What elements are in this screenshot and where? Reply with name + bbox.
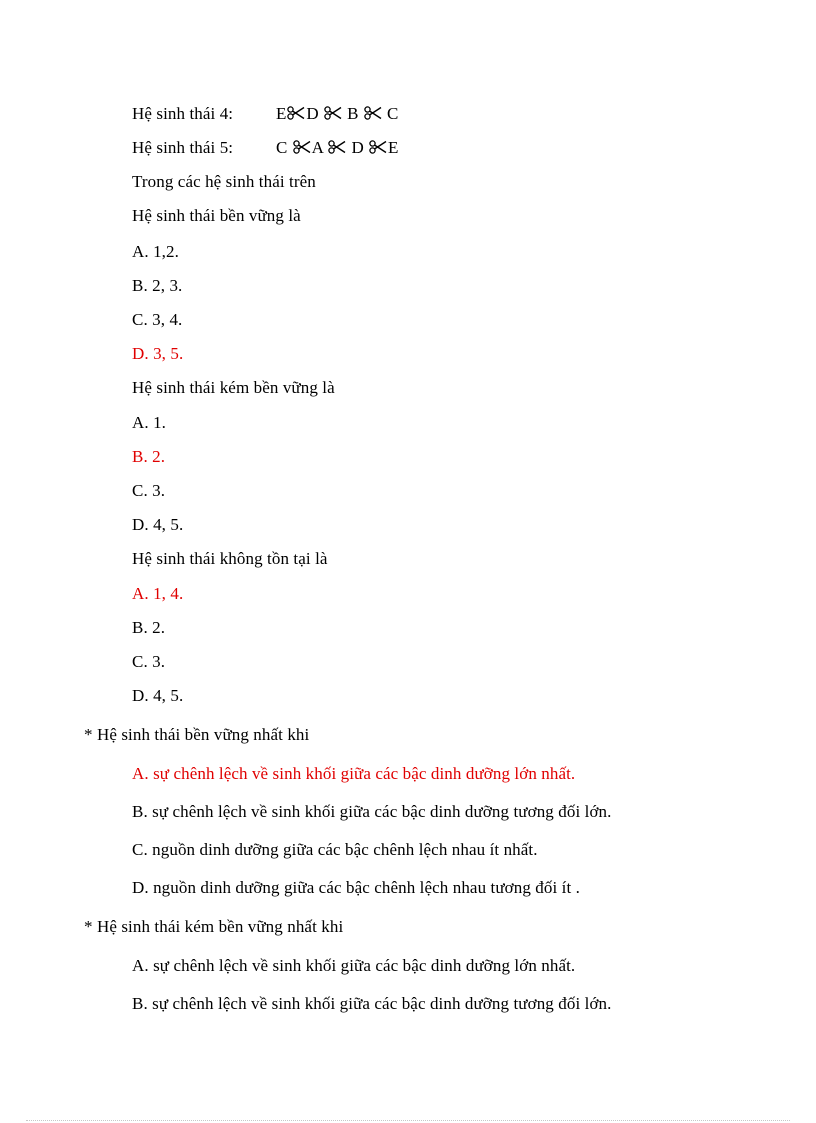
scissors-icon — [364, 106, 382, 120]
q3-stem: Hệ sinh thái không tồn tại là — [132, 549, 328, 568]
q5-stem: * Hệ sinh thái kém bền vững nhất khi — [84, 917, 344, 936]
q4-stem: * Hệ sinh thái bền vững nhất khi — [84, 725, 310, 744]
q4-option-d: D. nguồn dinh dưỡng giữa các bậc chênh lệch nhau tương đối ít . — [132, 878, 581, 897]
eco4-node-4: C — [387, 104, 399, 123]
eco5-node-3: D — [351, 138, 364, 157]
scissors-icon — [328, 140, 346, 154]
eco5-label: Hệ sinh thái 5: — [132, 138, 234, 157]
eco4-node-1: E — [276, 104, 287, 123]
eco5-node-4: E — [387, 138, 399, 157]
q2-stem: Hệ sinh thái kém bền vững là — [132, 378, 335, 397]
q1-option-b: B. 2, 3. — [132, 276, 183, 295]
scissors-icon — [293, 140, 311, 154]
q3-option-c: C. 3. — [132, 652, 166, 671]
eco5-chain — [276, 138, 398, 158]
q4-option-a-answer: A. sự chênh lệch về sinh khối giữa các bậc dinh dưỡng lớn nhất. — [132, 764, 576, 783]
eco5-node-1: C — [276, 138, 288, 157]
q2-option-b-answer: B. 2. — [132, 447, 166, 466]
intro-text: Trong các hệ sinh thái trên — [132, 172, 316, 191]
q1-option-c: C. 3, 4. — [132, 310, 183, 329]
eco5-node-2: A — [311, 138, 323, 157]
scissors-icon — [369, 140, 387, 154]
scissors-icon — [324, 106, 342, 120]
scissors-icon — [287, 106, 305, 120]
q4-option-c: C. nguồn dinh dưỡng giữa các bậc chênh lệch nhau ít nhất. — [132, 840, 538, 859]
q2-option-d: D. 4, 5. — [132, 515, 184, 534]
q2-option-a: A. 1. — [132, 413, 167, 432]
q3-option-b: B. 2. — [132, 618, 166, 637]
eco4-node-3: B — [347, 104, 359, 123]
q3-option-d: D. 4, 5. — [132, 686, 184, 705]
q4-option-b: B. sự chênh lệch về sinh khối giữa các bậc dinh dưỡng tương đối lớn. — [132, 802, 612, 821]
q1-option-d-answer: D. 3, 5. — [132, 344, 184, 363]
q5-option-b: B. sự chênh lệch về sinh khối giữa các bậc dinh dưỡng tương đối lớn. — [132, 994, 612, 1013]
q5-option-a: A. sự chênh lệch về sinh khối giữa các bậc dinh dưỡng lớn nhất. — [132, 956, 576, 975]
eco4-chain — [276, 104, 398, 124]
q1-stem: Hệ sinh thái bền vững là — [132, 206, 301, 225]
q2-option-c: C. 3. — [132, 481, 166, 500]
page-bottom-divider — [26, 1120, 790, 1121]
eco4-node-2: D — [306, 104, 319, 123]
eco4-label: Hệ sinh thái 4: — [132, 104, 234, 123]
q1-option-a: A. 1,2. — [132, 242, 179, 261]
q3-option-a-answer: A. 1, 4. — [132, 584, 184, 603]
